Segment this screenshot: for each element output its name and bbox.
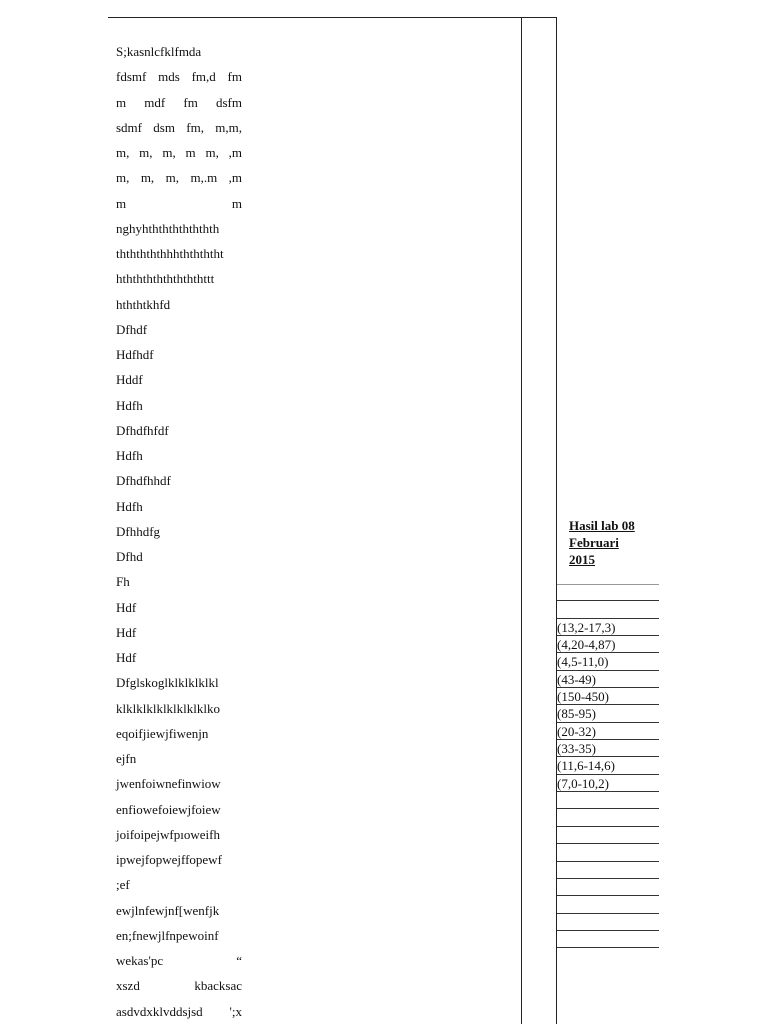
body-text-line: Hdf <box>116 650 137 665</box>
lab-value-row <box>557 914 659 931</box>
heading-line: Hasil lab 08 <box>569 518 635 533</box>
column-divider-left <box>521 17 522 1024</box>
lab-value-row <box>557 896 659 913</box>
body-text-line: ;ef <box>116 877 130 893</box>
body-text-line: Dfglskoglklklklklkl <box>116 675 219 691</box>
body-text-line: Hdfh <box>116 498 143 514</box>
body-text-line: Hdfh <box>116 397 143 413</box>
body-text-line: m, m, m, m,.m ,m <box>116 170 242 186</box>
body-text-line: m mdf fm dsfm <box>116 94 242 110</box>
lab-value-row: (4,5-11,0) <box>557 653 659 670</box>
body-text-line: ewjlnfewjnf[wenfjk <box>116 902 220 918</box>
body-text-line: fdsmf mds fm,d fm <box>116 69 242 85</box>
body-text-line: klklklklklklklklklko <box>116 700 221 716</box>
body-text-line: hththtkhfd <box>116 296 171 312</box>
lab-value-row: (4,20-4,87) <box>557 636 659 653</box>
body-text-line: thththththhhththththt <box>116 246 224 261</box>
body-text-line: wekas'pc “ <box>116 953 242 968</box>
lab-value-row <box>557 862 659 879</box>
lab-value-row <box>557 584 659 601</box>
lab-value-row <box>557 879 659 896</box>
lab-value-row <box>557 827 659 844</box>
body-text-line: sdmf dsm fm, m,m, <box>116 119 242 135</box>
lab-value-row <box>557 809 659 826</box>
lab-value-row: (11,6-14,6) <box>557 757 659 774</box>
lab-result-heading <box>569 517 661 568</box>
body-text-line: hththththththththttt <box>116 271 215 287</box>
body-text-line: ejfn <box>116 751 137 766</box>
lab-value-row: (43-49) <box>557 671 659 688</box>
lab-value-row <box>557 931 659 948</box>
body-text-line: nghyhththththththth <box>116 220 220 236</box>
lab-value-row: (33-35) <box>557 740 659 757</box>
body-text-line: xszd kbacksac <box>116 978 242 994</box>
lab-value-row <box>557 601 659 618</box>
body-text-line: joifoipejwfpıoweifh <box>116 826 220 842</box>
body-text-line: m m <box>116 195 242 211</box>
body-text-line: en;fnewjlfnpewoinf <box>116 927 219 943</box>
body-text-line: Hdf <box>116 624 137 640</box>
heading-line: 2015 <box>569 552 595 567</box>
body-text-line: Fh <box>116 574 130 590</box>
body-text-line: S;kasnlcfklfmda <box>116 44 202 59</box>
lab-value-row: (20-32) <box>557 723 659 740</box>
body-text-line: asdvdxklvddsjsd ';x <box>116 1003 242 1019</box>
body-text-line: Dfhhdfg <box>116 523 161 539</box>
lab-value-row: (150-450) <box>557 688 659 705</box>
body-text-line: ipwejfopwejffopewf <box>116 852 222 867</box>
body-text-line: Hddf <box>116 372 143 388</box>
heading-line: Februari <box>569 535 619 550</box>
body-text-line: Dfhd <box>116 549 143 564</box>
body-text-line: Hdfhdf <box>116 347 154 362</box>
lab-value-row <box>557 844 659 861</box>
body-text-line: Hdf <box>116 599 137 615</box>
top-rule <box>108 17 557 18</box>
body-text-line: Dfhdf <box>116 321 148 337</box>
body-text-line: Hdfh <box>116 448 143 463</box>
body-text-line: Dfhdfhhdf <box>116 473 171 489</box>
body-text-line: enfiowefoiewjfoiew <box>116 801 221 817</box>
lab-values-table <box>557 584 659 948</box>
body-text-line: m, m, m, m m, ,m <box>116 145 242 160</box>
lab-value-row <box>557 792 659 809</box>
lab-value-row: (7,0-10,2) <box>557 775 659 792</box>
lab-value-row: (85-95) <box>557 705 659 722</box>
body-text-line: Dfhdfhfdf <box>116 422 169 438</box>
body-text-column <box>116 39 242 1024</box>
body-text-line: jwenfoiwnefinwiow <box>116 776 221 792</box>
lab-value-row: (13,2-17,3) <box>557 619 659 636</box>
body-text-line: eqoifjiewjfiwenjn <box>116 725 209 741</box>
